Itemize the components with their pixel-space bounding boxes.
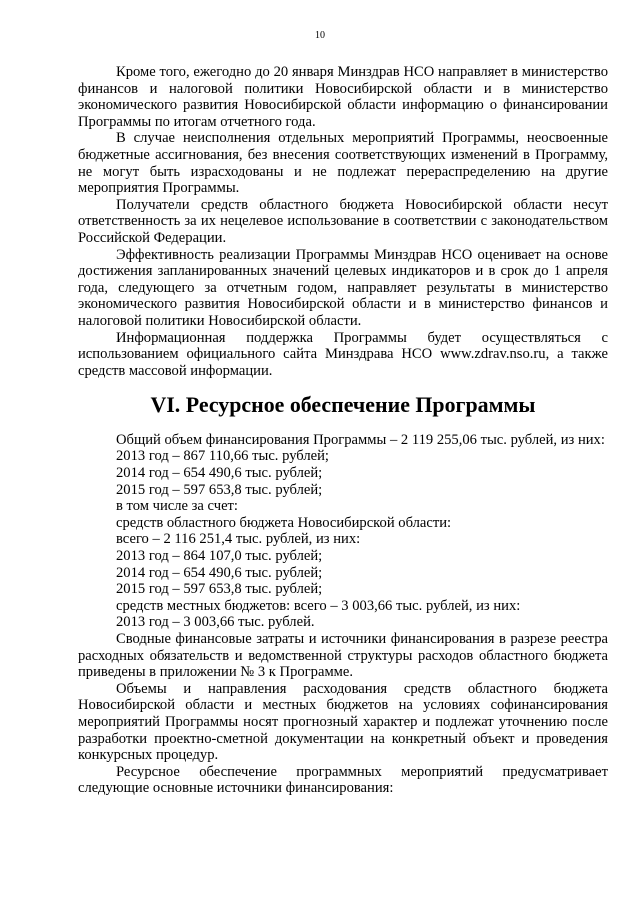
document-body	[78, 64, 608, 797]
funding-line: 2014 год – 654 490,6 тыс. рублей;	[116, 465, 323, 482]
funding-line: 2015 год – 597 653,8 тыс. рублей;	[116, 581, 323, 598]
funding-line: 2013 год – 867 110,66 тыс. рублей;	[116, 448, 329, 465]
paragraph-cofinancing: Объемы и направления расходования средств областного бюджета Новосибирской области и местных бюджетов на условиях софинансирования мероприятий Программы носят прогнозный характер и подлежат уточнению после разработки проектно-сметной документации на конкретный объект и проведения конкурсных процедур.	[78, 680, 608, 764]
paragraph-nonexecution: В случае неисполнения отдельных мероприятий Программы, неосвоенные бюджетные ассигнования, без внесения соответствующих изменений в Программу, не могут быть израсходованы и не подлежат перераспределению на другие мероприятия Программы.	[78, 130, 608, 197]
paragraph-summary-costs: Сводные финансовые затраты и источники финансирования в разрезе реестра расходных обязательств и ведомственной структуры расходов областного бюджета приведены в приложении № 3 к Программе.	[78, 631, 608, 681]
paragraph-responsibility: Получатели средств областного бюджета Новосибирской области несут ответственность за их нецелевое использование в соответствии с законодательством Российской Федерации.	[78, 196, 608, 246]
funding-line: 2013 год – 864 107,0 тыс. рублей;	[116, 548, 323, 565]
page-number: 10	[315, 30, 325, 41]
funding-line: средств областного бюджета Новосибирской области:	[116, 514, 452, 531]
funding-line: в том числе за счет:	[116, 498, 238, 515]
paragraph-efficiency: Эффективность реализации Программы Минздрав НСО оценивает на основе достижения запланированных значений целевых индикаторов и в срок до 1 апреля года, следующего за отчетным годом, направляет результаты в министерство экономического развития Новосибирской области и в министерство финансов и налоговой политики Новосибирской области.	[78, 246, 608, 329]
section-heading: VI. Ресурсное обеспечение Программы	[150, 392, 536, 418]
paragraph-resource-sources: Ресурсное обеспечение программных мероприятий предусматривает следующие основные источники финансирования:	[78, 763, 608, 797]
funding-line: всего – 2 116 251,4 тыс. рублей, из них:	[116, 531, 361, 548]
funding-line: 2014 год – 654 490,6 тыс. рублей;	[116, 564, 323, 581]
paragraph-info-support: Информационная поддержка Программы будет осуществляться с использованием официального сайта Минздрава НСО www.zdrav.nso.ru, а также средств массовой информации.	[78, 329, 608, 379]
funding-line: 2013 год – 3 003,66 тыс. рублей.	[116, 614, 315, 631]
funding-line: 2015 год – 597 653,8 тыс. рублей;	[116, 481, 323, 498]
paragraph-report-deadline: Кроме того, ежегодно до 20 января Минздрав НСО направляет в министерство финансов и налоговой политики Новосибирской области и в министерство экономического развития Новосибирской области информацию о финансировании Программы по итогам отчетного года.	[78, 64, 608, 130]
funding-line: средств местных бюджетов: всего – 3 003,66 тыс. рублей, из них:	[116, 597, 521, 614]
paragraph-total-funding: Общий объем финансирования Программы – 2 119 255,06 тыс. рублей, из них:	[116, 431, 605, 448]
